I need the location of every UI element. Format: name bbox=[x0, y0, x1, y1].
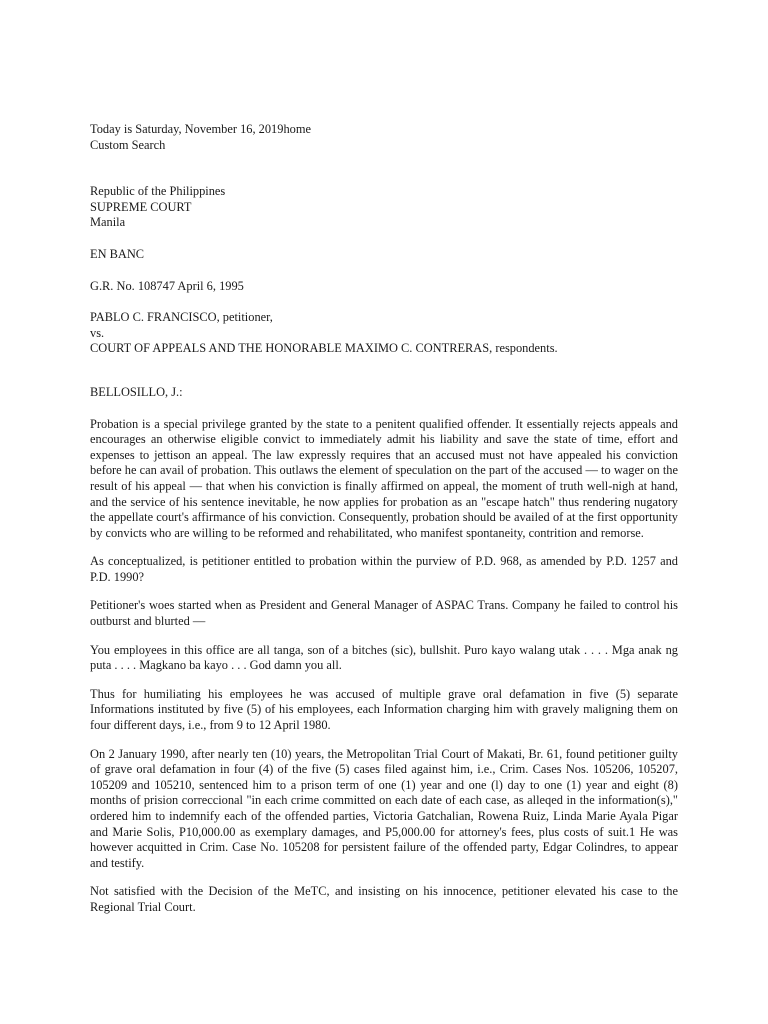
court-city: Manila bbox=[90, 215, 126, 230]
decision-content bbox=[90, 122, 678, 916]
paragraph-appeal-rtc: Not satisfied with the Decision of the MeTC, and insisting on his innocence, petitioner elevated his case to the Regional Trial Court. bbox=[90, 884, 678, 914]
case-parties bbox=[90, 310, 678, 357]
versus-line: vs. bbox=[90, 325, 105, 340]
custom-search-label: Custom Search bbox=[90, 137, 166, 152]
paragraph-issue: As conceptualized, is petitioner entitled to probation within the purview of P.D. 968, as amended by P.D. 1257 and P.D. 1990? bbox=[90, 554, 678, 584]
paragraph-probation-intro: Probation is a special privilege granted by the state to a penitent qualified offender. It essentially rejects appeals and encourages an otherwise eligible convict to immediately admit his liability and save the state of time, effort and expenses to jettison an appeal. The law expressly requires that an accused must not have appealed his conviction before he can avail of probation. This outlaws the element of speculation on the part of the accused — to wager on the result of his appeal — that when his conviction is finally affirmed on appeal, the moment of truth well-nigh at hand, and the service of his sentence inevitable, he now applies for probation as an "escape hatch" thus rendering nugatory the appellate court's affirmance of his conviction. Consequently, probation should be availed of at the first opportunity by convicts who are willing to be reformed and rehabilitated, who manifest spontaneity, contrition and remorse. bbox=[90, 416, 678, 540]
date-line: Today is Saturday, November 16, 2019home bbox=[90, 122, 311, 136]
paragraph-metc-decision: On 2 January 1990, after nearly ten (10) years, the Metropolitan Trial Court of Makati, Br. 61, found petitioner guilty of grave oral defamation in four (4) of the five (5) cases filed against him, i.e., Crim. Cases Nos. 105206, 105207, 105209 and 105210, sentenced him to a prison term of one (1) year and one (l) day to one (1) year and eight (8) months of prision correccional "in each crime committed on each date of each case, as alleqed in the information(s)," ordered him to indemnify each of the offended parties, Victoria Gatchalian, Rowena Ruiz, Linda Marie Ayala Pigar and Marie Solis, P10,000.00 as exemplary damages, and P5,000.00 for attorney's fees, plus costs of suit.1 He was however acquitted in Crim. Case No. 105208 for persistent failure of the offended party, Edgar Colindres, to appear and testify. bbox=[90, 746, 678, 870]
paragraph-informations: Thus for humiliating his employees he was accused of multiple grave oral defamation in five (5) separate Informations instituted by five (5) of his employees, each Information charging him with gravely maligning them on four different days, i.e., from 9 to 12 April 1980. bbox=[90, 686, 678, 733]
respondents-line: COURT OF APPEALS AND THE HONORABLE MAXIMO C. CONTRERAS, respondents. bbox=[90, 341, 558, 356]
court-name: SUPREME COURT bbox=[90, 199, 192, 214]
republic-line: Republic of the Philippines bbox=[90, 184, 226, 199]
court-heading bbox=[90, 184, 678, 231]
division-label: EN BANC bbox=[90, 246, 145, 261]
page-header bbox=[90, 122, 678, 153]
paragraph-woes: Petitioner's woes started when as President and General Manager of ASPAC Trans. Company he failed to control his outburst and blurted — bbox=[90, 598, 678, 629]
ponente: BELLOSILLO, J.: bbox=[90, 384, 183, 399]
paragraph-quoted-outburst: You employees in this office are all tanga, son of a bitches (sic), bullshit. Puro kayo walang utak . . . . Mga anak ng puta . . . . Magkano ba kayo . . . God damn you all. bbox=[90, 642, 678, 673]
petitioner-line: PABLO C. FRANCISCO, petitioner, bbox=[90, 310, 273, 325]
case-number: G.R. No. 108747 April 6, 1995 bbox=[90, 278, 244, 293]
